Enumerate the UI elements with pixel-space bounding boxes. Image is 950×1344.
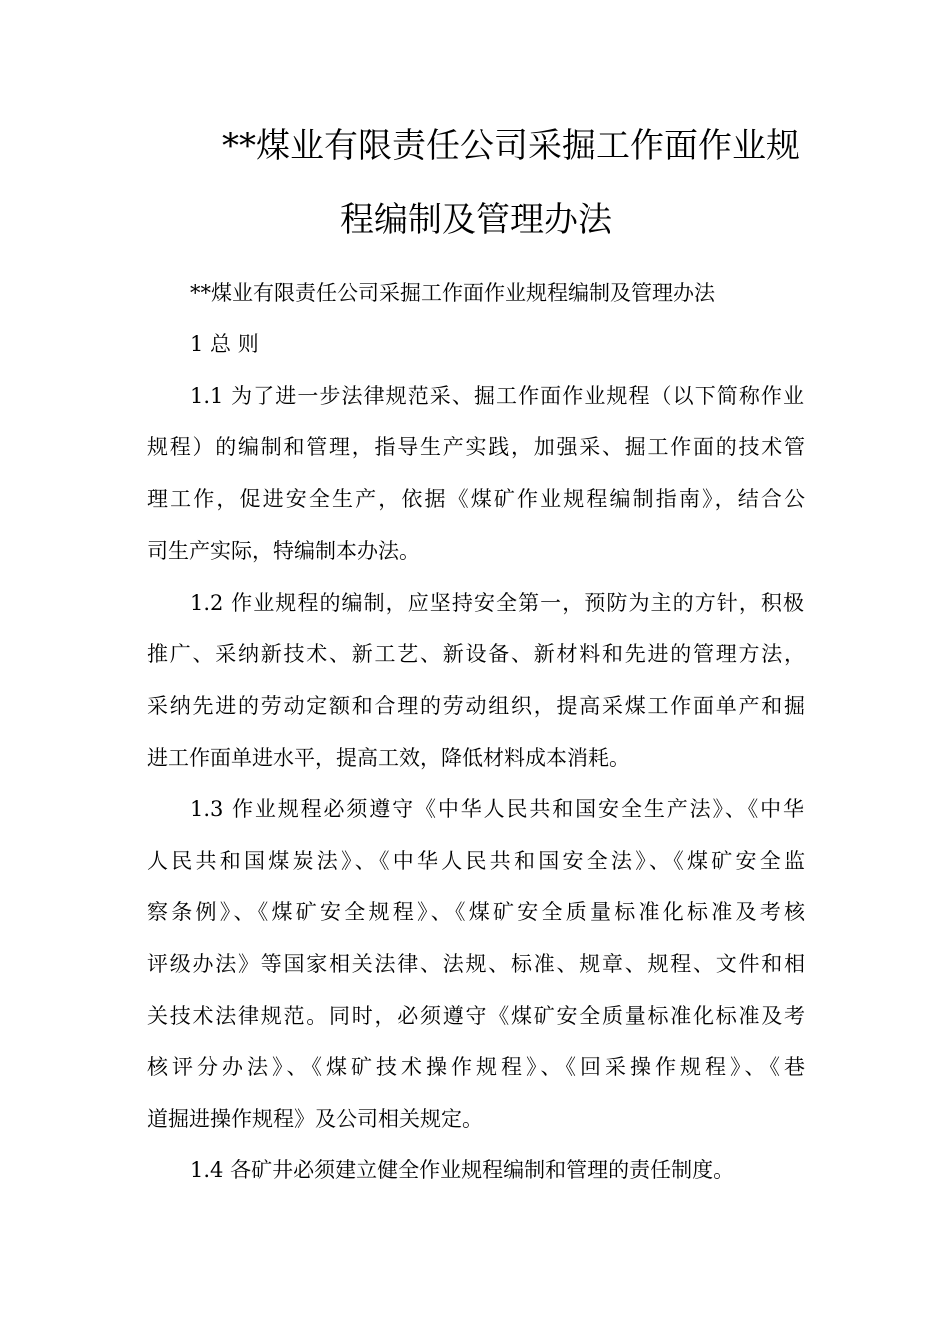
section-heading: 1 总 则 (190, 332, 259, 356)
paragraph-1-3-line-6: 核评分办法》、《煤矿技术操作规程》、《回采操作规程》、《巷 (147, 1055, 805, 1079)
document-subtitle: **煤业有限责任公司采掘工作面作业规程编制及管理办法 (190, 281, 715, 305)
paragraph-1-3-line-4: 评级办法》等国家相关法律、法规、标准、规章、规程、文件和相 (147, 952, 805, 976)
paragraph-1-3-line-2: 人民共和国煤炭法》、《中华人民共和国安全法》、《煤矿安全监 (147, 849, 805, 873)
paragraph-1-2-line-1: 1.2 作业规程的编制，应坚持安全第一，预防为主的方针，积极 (190, 591, 804, 615)
paragraph-1-2-line-3: 采纳先进的劳动定额和合理的劳动组织，提高采煤工作面单产和掘 (147, 694, 805, 718)
paragraph-1-4-line-1: 1.4 各矿井必须建立健全作业规程编制和管理的责任制度。 (190, 1158, 735, 1182)
paragraph-1-1-line-2: 规程）的编制和管理，指导生产实践，加强采、掘工作面的技术管 (147, 435, 805, 459)
paragraph-1-3-line-1: 1.3 作业规程必须遵守《中华人民共和国安全生产法》、《中华 (190, 797, 804, 821)
paragraph-1-2-line-4: 进工作面单进水平，提高工效，降低材料成本消耗。 (147, 746, 630, 770)
paragraph-1-3-line-5: 关技术法律规范。同时，必须遵守《煤矿安全质量标准化标准及考 (147, 1004, 805, 1028)
document-title-line-2: 程编制及管理办法 (340, 200, 612, 240)
paragraph-1-1-line-4: 司生产实际，特编制本办法。 (147, 539, 420, 563)
paragraph-1-3-line-7: 道掘进操作规程》及公司相关规定。 (147, 1107, 483, 1131)
paragraph-1-2-line-2: 推广、采纳新技术、新工艺、新设备、新材料和先进的管理方法， (147, 642, 805, 666)
document-title-line-1: **煤业有限责任公司采掘工作面作业规 (222, 126, 800, 166)
paragraph-1-1-line-3: 理工作，促进安全生产，依据《煤矿作业规程编制指南》，结合公 (147, 487, 805, 511)
paragraph-1-3-line-3: 察条例》、《煤矿安全规程》、《煤矿安全质量标准化标准及考核 (147, 900, 805, 924)
paragraph-1-1-line-1: 1.1 为了进一步法律规范采、掘工作面作业规程（以下简称作业 (190, 384, 804, 408)
